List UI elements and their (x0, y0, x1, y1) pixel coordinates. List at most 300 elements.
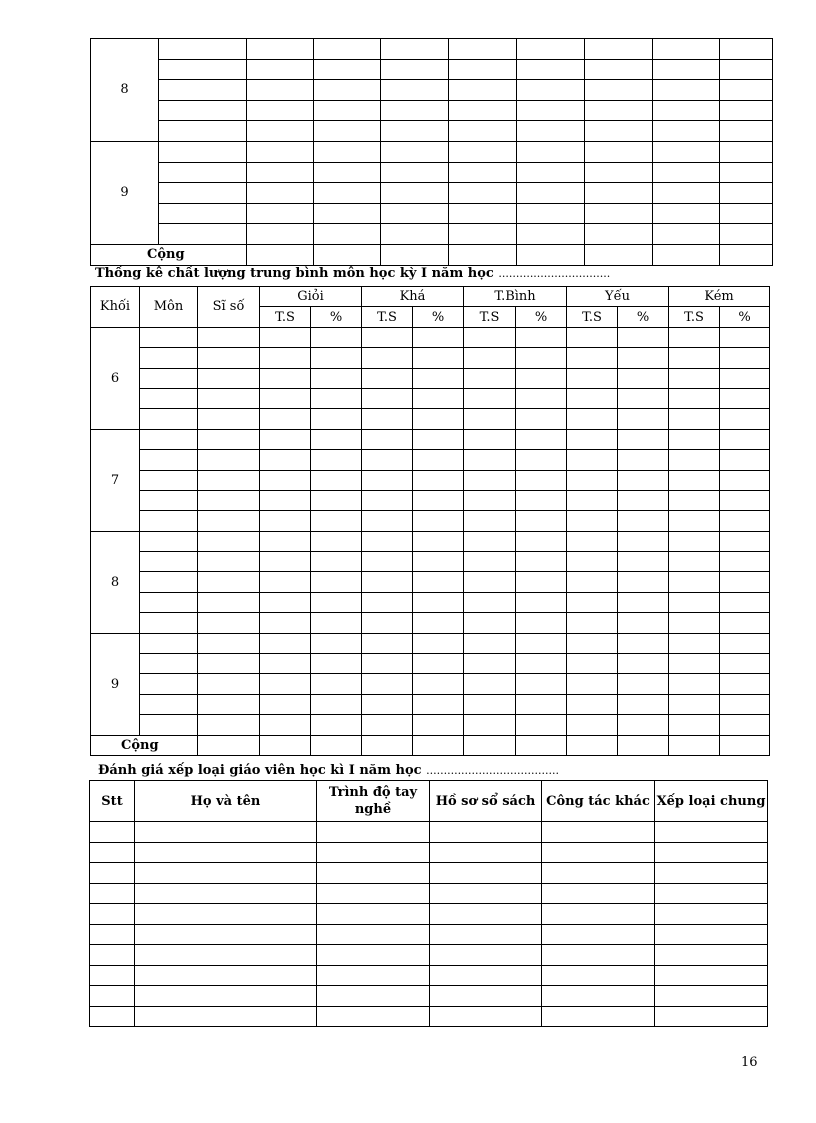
table-cell (362, 429, 413, 449)
table-cell (381, 224, 449, 245)
table-cell (464, 715, 516, 735)
table-cell (567, 450, 618, 470)
table-cell (381, 39, 449, 60)
table-cell (247, 203, 314, 224)
header-ho-ten: Họ và tên (135, 781, 317, 822)
table-cell (135, 924, 317, 945)
table-cell (311, 511, 362, 531)
table-cell (140, 613, 198, 633)
table-cell (449, 121, 517, 142)
table-cell (317, 924, 430, 945)
table-row (91, 450, 770, 470)
table-cell (516, 470, 567, 490)
table-cell (362, 572, 413, 592)
table-cell (567, 674, 618, 694)
table-cell (198, 388, 260, 408)
table-cell (669, 572, 720, 592)
table-cell (198, 715, 260, 735)
table-cell (317, 883, 430, 904)
table-cell (381, 100, 449, 121)
subheader-ts: T.S (567, 307, 618, 327)
subheader-pct: % (618, 307, 669, 327)
table-cell (362, 674, 413, 694)
table-cell (260, 572, 311, 592)
table-cell (314, 203, 381, 224)
table-cell (362, 470, 413, 490)
table-cell (430, 945, 542, 966)
table-row (91, 100, 773, 121)
table-cell (720, 674, 770, 694)
table-cell (567, 531, 618, 551)
table-cell (90, 1006, 135, 1027)
table-cell (517, 39, 585, 60)
table-cell (567, 735, 618, 755)
table-cell (362, 368, 413, 388)
table-row (91, 348, 770, 368)
header-xep-loai: Xếp loại chung (655, 781, 768, 822)
table-cell (516, 490, 567, 510)
table-cell (362, 552, 413, 572)
table-cell (311, 735, 362, 755)
table-row (91, 470, 770, 490)
table-row (90, 883, 768, 904)
table-cell (516, 531, 567, 551)
table-cell (669, 450, 720, 470)
table-cell (618, 674, 669, 694)
table-cell (260, 327, 311, 347)
table-cell (720, 224, 773, 245)
table-cell (653, 141, 720, 162)
table-cell (430, 904, 542, 925)
table-cell (585, 100, 653, 121)
table-cell (140, 450, 198, 470)
table-cell (314, 80, 381, 101)
table-row (91, 409, 770, 429)
table-cell (198, 409, 260, 429)
table-cell (720, 368, 770, 388)
table-cell (464, 409, 516, 429)
table-cell (247, 80, 314, 101)
table-cell (247, 244, 314, 265)
table-cell (413, 674, 464, 694)
table-cell (90, 904, 135, 925)
table-cell (198, 633, 260, 653)
table-cell (413, 633, 464, 653)
subheader-pct: % (516, 307, 567, 327)
table-cell (449, 203, 517, 224)
table-cell (311, 470, 362, 490)
table-cell (517, 141, 585, 162)
table-row (91, 327, 770, 347)
table-cell (669, 409, 720, 429)
table-cell (314, 224, 381, 245)
table-cell (655, 965, 768, 986)
table-row (91, 80, 773, 101)
table-cell (314, 162, 381, 183)
table-row (90, 924, 768, 945)
table-cell (198, 531, 260, 551)
table-cell (516, 654, 567, 674)
table-cell (464, 511, 516, 531)
table-cell (464, 327, 516, 347)
table-cell (655, 842, 768, 863)
table-cell (381, 244, 449, 265)
table-row (91, 429, 770, 449)
table-cell (413, 409, 464, 429)
table-cell (430, 924, 542, 945)
table-cell (585, 224, 653, 245)
table-cell (317, 863, 430, 884)
table-cell (669, 552, 720, 572)
table-cell (362, 531, 413, 551)
table-cell (516, 694, 567, 714)
table-cell (311, 674, 362, 694)
table-cell (655, 945, 768, 966)
table-cell (516, 450, 567, 470)
table-row (91, 368, 770, 388)
total-label: Cộng (91, 244, 247, 265)
table-cell (247, 121, 314, 142)
table-cell (198, 694, 260, 714)
table-cell (720, 162, 773, 183)
table-cell (430, 986, 542, 1007)
table-cell (464, 531, 516, 551)
table-cell (413, 490, 464, 510)
table-cell (542, 842, 655, 863)
table-cell (90, 945, 135, 966)
table-cell (449, 141, 517, 162)
table-cell (260, 348, 311, 368)
table-cell (618, 450, 669, 470)
table-cell (618, 654, 669, 674)
header-tbinh: T.Bình (464, 287, 567, 307)
table-cell (585, 141, 653, 162)
table-cell (159, 203, 247, 224)
table-cell (464, 633, 516, 653)
total-row (91, 735, 770, 755)
table-cell (90, 965, 135, 986)
table-cell (198, 511, 260, 531)
table-cell (464, 450, 516, 470)
table-cell (567, 592, 618, 612)
table-row (91, 592, 770, 612)
table-cell (567, 552, 618, 572)
table-cell (159, 80, 247, 101)
table-cell (413, 694, 464, 714)
table-cell (135, 986, 317, 1007)
table-cell (464, 490, 516, 510)
table-cell (362, 592, 413, 612)
table-cell (720, 552, 770, 572)
table-cell (362, 490, 413, 510)
table-cell (653, 203, 720, 224)
table-cell (720, 735, 770, 755)
table-cell (464, 348, 516, 368)
table-cell (159, 100, 247, 121)
table-cell (618, 633, 669, 653)
table-cell (567, 633, 618, 653)
table-cell (567, 368, 618, 388)
table-cell (517, 224, 585, 245)
teacher-rating-table (89, 780, 768, 1027)
table-cell (140, 429, 198, 449)
table-cell (585, 59, 653, 80)
table-cell (90, 863, 135, 884)
table-cell (140, 531, 198, 551)
table-cell (413, 735, 464, 755)
table-row (91, 674, 770, 694)
table-row (90, 842, 768, 863)
table-cell (140, 572, 198, 592)
table-cell (311, 552, 362, 572)
table-cell (413, 592, 464, 612)
table-row (91, 572, 770, 592)
table-cell (669, 654, 720, 674)
table-cell (247, 162, 314, 183)
table-cell (314, 59, 381, 80)
table-cell (618, 511, 669, 531)
table-row (91, 654, 770, 674)
subheader-pct: % (413, 307, 464, 327)
grade-level: 9 (91, 633, 140, 735)
table-cell (260, 735, 311, 755)
table-cell (135, 1006, 317, 1027)
table-cell (362, 715, 413, 735)
table-row (90, 822, 768, 843)
page-number: 16 (741, 1055, 758, 1070)
table-cell (720, 490, 770, 510)
table-row (91, 121, 773, 142)
table-cell (720, 654, 770, 674)
table-cell (720, 121, 773, 142)
table-cell (449, 100, 517, 121)
table-cell (517, 162, 585, 183)
table-cell (314, 39, 381, 60)
table-cell (669, 388, 720, 408)
grade-level: 8 (91, 531, 140, 633)
table-cell (198, 654, 260, 674)
table-cell (585, 162, 653, 183)
table-cell (381, 59, 449, 80)
caption-teacher-rating: Đánh giá xếp loại giáo viên học kì I năm học ...................................... (98, 763, 559, 778)
table-cell (413, 348, 464, 368)
table-row (91, 613, 770, 633)
table-cell (585, 80, 653, 101)
table-cell (449, 183, 517, 204)
group-label: 8 (91, 39, 159, 142)
table-cell (464, 613, 516, 633)
table-cell (517, 121, 585, 142)
table-cell (516, 348, 567, 368)
table-cell (618, 531, 669, 551)
table-cell (362, 327, 413, 347)
header-yeu: Yếu (567, 287, 669, 307)
table-cell (260, 674, 311, 694)
table-cell (311, 327, 362, 347)
table-cell (720, 572, 770, 592)
table-cell (247, 183, 314, 204)
table-cell (317, 822, 430, 843)
table-cell (655, 863, 768, 884)
table-cell (585, 183, 653, 204)
table-row (90, 945, 768, 966)
table-cell (159, 39, 247, 60)
table-cell (618, 470, 669, 490)
table-cell (655, 904, 768, 925)
table-cell (618, 592, 669, 612)
table-cell (669, 674, 720, 694)
subject-quality-table (90, 286, 770, 756)
table-cell (720, 409, 770, 429)
table-cell (517, 59, 585, 80)
table-cell (198, 348, 260, 368)
table-cell (517, 80, 585, 101)
table-cell (317, 904, 430, 925)
table-cell (362, 409, 413, 429)
table-cell (618, 694, 669, 714)
table-cell (669, 490, 720, 510)
table-cell (516, 368, 567, 388)
table-cell (260, 633, 311, 653)
table-cell (413, 613, 464, 633)
table-cell (669, 429, 720, 449)
table-cell (464, 572, 516, 592)
table-cell (381, 203, 449, 224)
table-cell (413, 572, 464, 592)
table-cell (140, 490, 198, 510)
table-cell (720, 80, 773, 101)
table-cell (567, 694, 618, 714)
table-cell (311, 613, 362, 633)
table-cell (198, 592, 260, 612)
table-cell (618, 368, 669, 388)
caption-subject-stats: Thống kê chất lượng trung bình môn học kỳ I năm học ................................ (95, 266, 611, 281)
total-row (91, 244, 773, 265)
table-cell (140, 388, 198, 408)
table-cell (655, 1006, 768, 1027)
table-cell (516, 715, 567, 735)
table-cell (464, 674, 516, 694)
table-cell (464, 368, 516, 388)
total-label: Cộng (91, 735, 198, 755)
group-label: 9 (91, 141, 159, 244)
header-kem: Kém (669, 287, 770, 307)
grade-level: 7 (91, 429, 140, 531)
table-cell (516, 592, 567, 612)
table-cell (90, 883, 135, 904)
table-row (91, 552, 770, 572)
table-cell (135, 822, 317, 843)
table-cell (516, 409, 567, 429)
table-cell (381, 141, 449, 162)
table-cell (449, 244, 517, 265)
table-cell (140, 674, 198, 694)
header-kha: Khá (362, 287, 464, 307)
table-cell (381, 121, 449, 142)
table-cell (260, 592, 311, 612)
table-cell (413, 450, 464, 470)
table-cell (669, 633, 720, 653)
table-cell (362, 388, 413, 408)
table-cell (381, 183, 449, 204)
table-cell (542, 965, 655, 986)
table-cell (669, 735, 720, 755)
table-cell (585, 121, 653, 142)
table-cell (720, 141, 773, 162)
table-cell (653, 39, 720, 60)
table-cell (247, 39, 314, 60)
header-ho-so: Hồ sơ sổ sách (430, 781, 542, 822)
table-cell (567, 470, 618, 490)
table-cell (618, 572, 669, 592)
table-cell (618, 490, 669, 510)
table-cell (464, 429, 516, 449)
table-cell (618, 735, 669, 755)
table-cell (669, 531, 720, 551)
table-cell (567, 613, 618, 633)
table-cell (720, 203, 773, 224)
table-cell (669, 348, 720, 368)
table-cell (618, 613, 669, 633)
table-cell (653, 244, 720, 265)
table-cell (516, 511, 567, 531)
table-cell (317, 945, 430, 966)
table-cell (517, 244, 585, 265)
table-cell (464, 735, 516, 755)
header-cong-tac: Công tác khác (542, 781, 655, 822)
table-cell (567, 715, 618, 735)
table-cell (567, 409, 618, 429)
table-cell (311, 348, 362, 368)
table-cell (260, 613, 311, 633)
table-cell (198, 572, 260, 592)
table-cell (542, 863, 655, 884)
table-cell (198, 735, 260, 755)
table-cell (140, 715, 198, 735)
header-gioi: Giỏi (260, 287, 362, 307)
table-cell (260, 511, 311, 531)
table-cell (720, 450, 770, 470)
table-cell (247, 59, 314, 80)
table-cell (567, 388, 618, 408)
table-cell (449, 162, 517, 183)
table-cell (198, 674, 260, 694)
table-cell (260, 552, 311, 572)
table-cell (720, 715, 770, 735)
table-cell (198, 613, 260, 633)
table-cell (159, 121, 247, 142)
table-cell (247, 141, 314, 162)
table-cell (516, 429, 567, 449)
table-cell (198, 552, 260, 572)
table-row (91, 715, 770, 735)
table-cell (449, 80, 517, 101)
table-cell (317, 1006, 430, 1027)
table-cell (311, 715, 362, 735)
table-cell (655, 986, 768, 1007)
table-cell (198, 327, 260, 347)
subheader-pct: % (720, 307, 770, 327)
table-cell (669, 694, 720, 714)
table-cell (159, 224, 247, 245)
table-cell (720, 470, 770, 490)
table-cell (317, 986, 430, 1007)
table-row (91, 694, 770, 714)
table-cell (311, 388, 362, 408)
table-cell (516, 633, 567, 653)
table-cell (260, 429, 311, 449)
table-cell (464, 470, 516, 490)
